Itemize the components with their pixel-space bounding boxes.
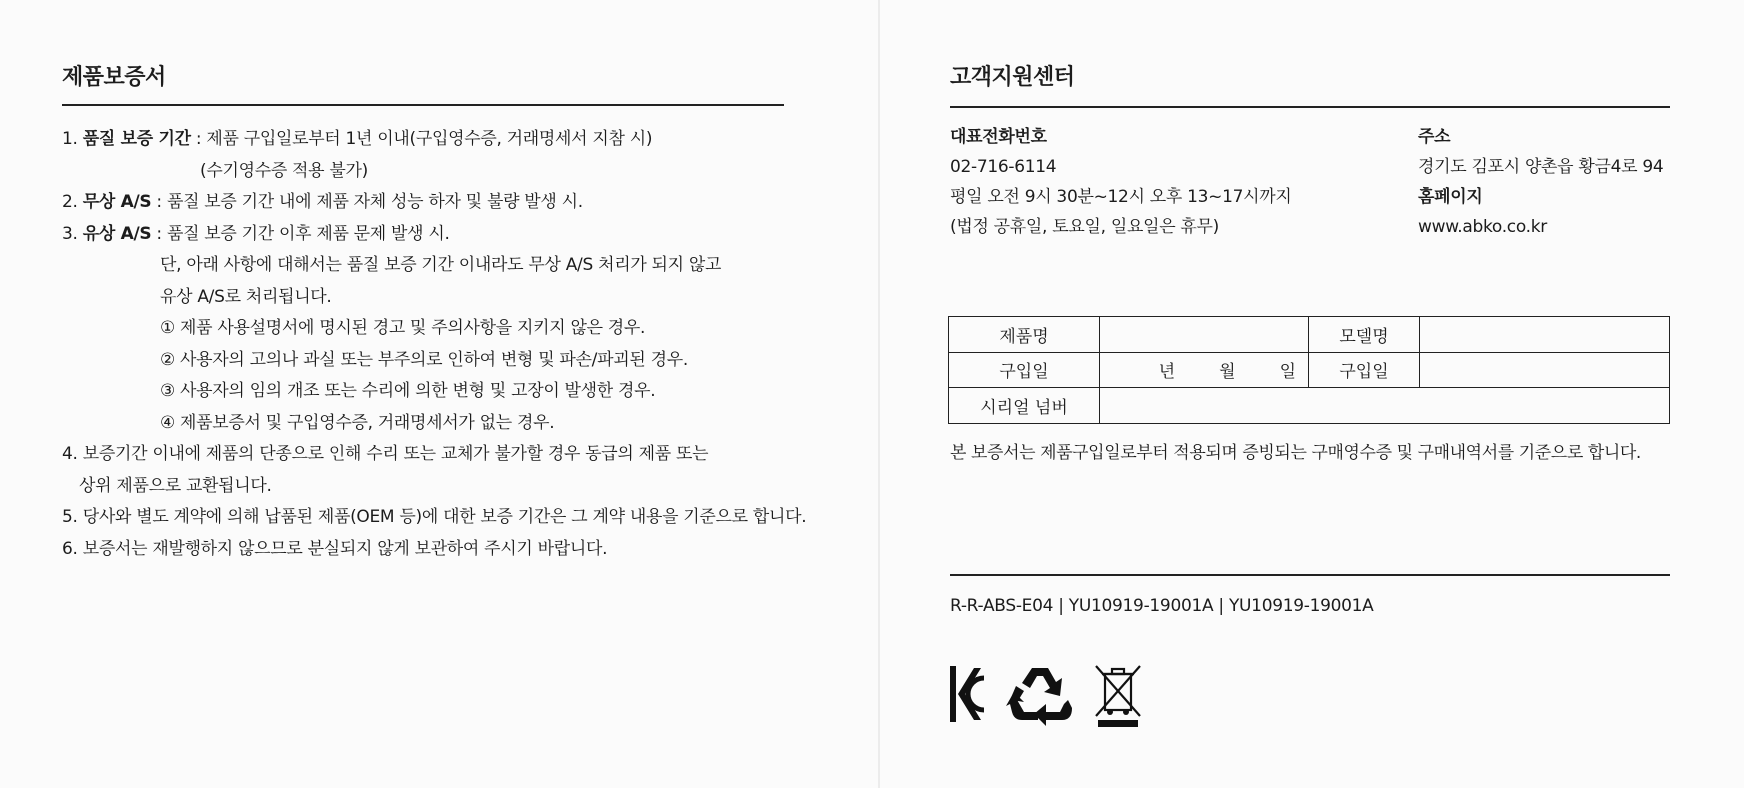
codes-rule <box>950 574 1670 576</box>
support-title: 고객지원센터 <box>950 65 1075 90</box>
list-item: 1. 품질 보증 기간 : 제품 구입일로부터 1년 이내(구입영수증, 거래명세서 지참 시) <box>62 129 653 149</box>
list-item: 상위 제품으로 교환됩니다. <box>79 475 272 496</box>
recycle-icon <box>1006 664 1074 726</box>
serial-number-field[interactable] <box>1100 388 1670 424</box>
support-title-rule <box>950 106 1670 108</box>
model-name-field[interactable] <box>1420 317 1670 353</box>
address-label: 주소 <box>1418 127 1451 147</box>
list-item: ② 사용자의 고의나 과실 또는 부주의로 인하여 변형 및 파손/파괴된 경우. <box>160 349 688 370</box>
address-value: 경기도 김포시 양촌읍 황금4로 94 <box>1418 157 1664 177</box>
business-hours: 평일 오전 9시 30분~12시 오후 13~17시까지 <box>950 187 1292 207</box>
list-item: (수기영수증 적용 불가) <box>200 160 368 181</box>
purchase-place-field[interactable] <box>1420 352 1670 388</box>
phone-block <box>950 122 1292 242</box>
homepage-label: 홈페이지 <box>1418 187 1483 207</box>
purchase-date-field[interactable]: 년 월 일 <box>1100 352 1309 388</box>
warranty-form-table <box>948 316 1670 424</box>
warranty-list <box>62 124 862 565</box>
list-item: 유상 A/S로 처리됩니다. <box>160 286 332 307</box>
list-item: 6. 보증서는 재발행하지 않으므로 분실되지 않게 보관하여 주시기 바랍니다. <box>62 538 608 559</box>
warranty-title-rule <box>62 104 784 106</box>
product-name-label: 제품명 <box>949 317 1100 353</box>
purchase-date-label: 구입일 <box>949 352 1100 388</box>
phone-label: 대표전화번호 <box>950 127 1047 147</box>
phone-number: 02-716-6114 <box>950 157 1057 177</box>
list-item: 3. 유상 A/S : 품질 보증 기간 이후 제품 문제 발생 시. <box>62 223 450 244</box>
list-item: 2. 무상 A/S : 품질 보증 기간 내에 제품 자체 성능 하자 및 불량 발생 시. <box>62 192 583 212</box>
list-item: ① 제품 사용설명서에 명시된 경고 및 주의사항을 지키지 않은 경우. <box>160 318 646 338</box>
serial-number-label: 시리얼 넘버 <box>949 388 1100 424</box>
list-item: 단, 아래 사항에 대해서는 품질 보증 기간 이내라도 무상 A/S 처리가 되지 않고 <box>160 255 722 275</box>
list-item: ③ 사용자의 임의 개조 또는 수리에 의한 변형 및 고장이 발생한 경우. <box>160 381 656 401</box>
list-item: 4. 보증기간 이내에 제품의 단종으로 인해 수리 또는 교체가 불가할 경우 동급의 제품 또는 <box>62 444 709 464</box>
warranty-note: 본 보증서는 제품구입일로부터 적용되며 증빙되는 구매영수증 및 구매내역서를 기준으로 합니다. <box>950 443 1641 463</box>
weee-crossed-bin-icon <box>1094 664 1142 728</box>
certification-codes: R-R-ABS-E04 | YU10919-19001A | YU10919-19001A <box>950 596 1374 616</box>
list-item: 5. 당사와 별도 계약에 의해 납품된 제품(OEM 등)에 대한 보증 기간은 그 계약 내용을 기준으로 합니다. <box>62 507 807 527</box>
warranty-title: 제품보증서 <box>62 65 166 90</box>
homepage-url: www.abko.co.kr <box>1418 217 1547 237</box>
address-block <box>1418 122 1663 242</box>
purchase-place-label: 구입일 <box>1309 352 1420 388</box>
list-item: ④ 제품보증서 및 구입영수증, 거래명세서가 없는 경우. <box>160 412 555 433</box>
kc-mark-icon <box>948 664 986 724</box>
holiday-note: (법정 공휴일, 토요일, 일요일은 휴무) <box>950 217 1219 237</box>
product-name-field[interactable] <box>1100 317 1309 353</box>
model-name-label: 모델명 <box>1309 317 1420 353</box>
